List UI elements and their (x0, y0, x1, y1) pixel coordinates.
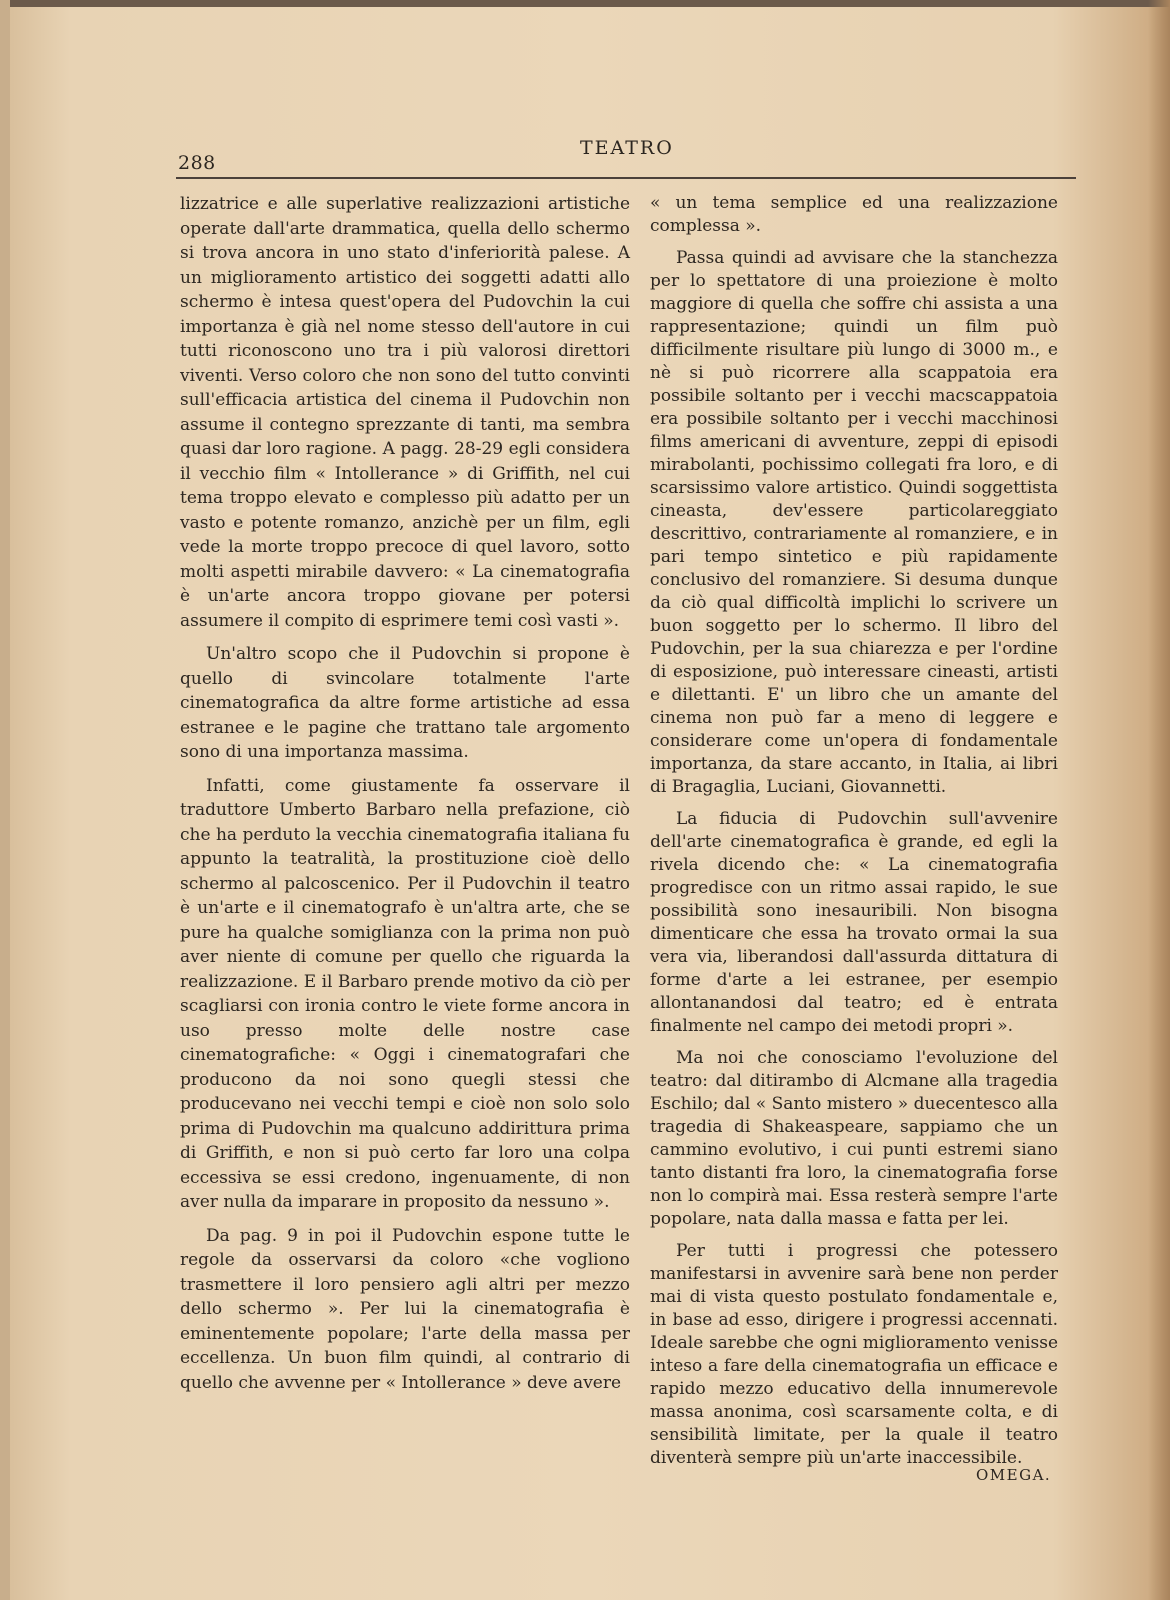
page-top-edge (0, 0, 1170, 7)
right-paragraph-3: La fiducia di Pudovchin sull'avvenire dell'arte cinematografica è grande, ed egli la rivela dicendo che: « La cinematografia progredisce con un ritmo assai rapido, le sue possibilità sono inesauribili. Non bisogna dimenticare che essa ha trovato ormai la sua vera via, liberandosi dall'assurda dittatura di forme d'arte a lei estranee, per esempio allontanandosi dal teatro; ed è entrata finalmente nel campo dei metodi propri ». (650, 809, 1058, 1036)
right-paragraph-4: Ma noi che conosciamo l'evoluzione del teatro: dal ditirambo di Alcmane alla tragedia Eschilo; dal « Santo mistero » duecentesco alla tragedia di Shakeaspeare, sappiamo che un cammino evolutivo, i cui punti estremi siano tanto distanti fra loro, la cinematografia forse non lo compirà mai. Essa resterà sempre l'arte popolare, nata dalla massa e fatta per lei. (650, 1048, 1058, 1229)
running-title: TEATRO (580, 137, 674, 159)
page-left-shadow (0, 0, 10, 1600)
page-number: 288 (178, 152, 216, 174)
page-right-shadow (1148, 0, 1170, 1600)
left-paragraph-4: Da pag. 9 in poi il Pudovchin espone tutte le regole da osservarsi da coloro «che vogliono trasmettere il loro pensiero agli altri per mezzo dello schermo ». Per lui la cinematografia è eminentemente popolare; l'arte della massa per eccellenza. Un buon film quindi, al contrario di quello che avvenne per « Intollerance » deve avere (180, 1225, 630, 1393)
left-paragraph-2: Un'altro scopo che il Pudovchin si propone è quello di svincolare totalmente l'arte cinematografica da altre forme artistiche ad essa estranee e le pagine che trattano tale argomento sono di una importanza massima. (180, 644, 630, 762)
author-signature: OMEGA. (976, 1466, 1052, 1484)
left-paragraph-3: Infatti, come giustamente fa osservare il traduttore Umberto Barbaro nella prefazione, ciò che ha perduto la vecchia cinematografia italiana fu appunto la teatralità, la prostituzione cioè dello schermo al palcoscenico. Per il Pudovchin il teatro è un'arte e il cinematografo è un'altra arte, che se pure ha qualche somiglianza con la prima non può aver niente di comune per quello che riguarda la realizzazione. E il Barbaro prende motivo da ciò per scagliarsi con ironia contro le viete forme ancora in uso presso molte delle nostre case cinematografiche: « Oggi i cinematografari che producono da noi sono quegli stessi che producevano nei vecchi tempi e cioè non solo solo prima di Pudovchin ma qualcuno addirittura prima di Griffith, e non si può certo far loro una colpa eccessiva se essi credono, ingenuamente, di non aver nulla da imparare in proposito da nessuno ». (180, 775, 630, 1212)
header-rule (176, 177, 1076, 179)
right-paragraph-5: Per tutti i progressi che potessero manifestarsi in avvenire sarà bene non perder mai di vista questo postulato fondamentale e, in base ad esso, dirigere i progressi accennati. Ideale sarebbe che ogni miglioramento venisse inteso a fare della cinematografia un efficace e rapido mezzo educativo della innumerevole massa anonima, così scarsamente colta, e di sensibilità limitate, per la quale il teatro diventerà sempre più un'arte inaccessibile. (650, 1241, 1058, 1468)
right-paragraph-2: Passa quindi ad avvisare che la stanchezza per lo spettatore di una proiezione è molto maggiore di quella che soffre chi assista a una rappresentazione; quindi un film può difficilmente risultare più lungo di 3000 m., e nè si può ricorrere alla scappatoia era possibile soltanto per i vecchi macscappatoia era possibile soltanto per i vecchi macchinosi films americani di avventure, zeppi di episodi mirabolanti, pochissimo collegati fra loro, e di scarsissimo valore artistico. Quindi soggettista cineasta, dev'essere particolareggiato descrittivo, contrariamente al romanziere, e in pari tempo sintetico e più rapidamente conclusivo del romanziere. Si desuma dunque da ciò qual difficoltà implichi lo scrivere un buon soggetto per lo schermo. Il libro del Pudovchin, per la sua chiarezza e per l'ordine di esposizione, può interessare cineasti, artisti e dilettanti. E' un libro che un amante del cinema non può far a meno di leggere e considerare come un'opera di fondamentale importanza, da stare accanto, in Italia, ai libri di Bragaglia, Luciani, Giovannetti. (650, 248, 1058, 797)
right-column (650, 192, 1058, 1479)
right-paragraph-1: « un tema semplice ed una realizzazione complessa ». (650, 193, 1058, 236)
left-paragraph-1: lizzatrice e alle superlative realizzazioni artistiche operate dall'arte drammatica, quella dello schermo si trova ancora in uno stato d'inferiorità palese. A un miglioramento artistico dei soggetti adatti allo schermo è intesa quest'opera del Pudovchin la cui importanza è già nel nome stesso dell'autore in cui tutti riconoscono uno tra i più valorosi direttori viventi. Verso coloro che non sono del tutto convinti sull'efficacia artistica del cinema il Pudovchin non assume il contegno sprezzante di tanti, ma sembra quasi dar loro ragione. A pagg. 28-29 egli considera il vecchio film « Intollerance » di Griffith, nel cui tema troppo elevato e complesso più adatto per un vasto e potente romanzo, anzichè per un film, egli vede la morte troppo precoce di quel lavoro, sotto molti aspetti mirabile davvero: « La cinematografia è un'arte ancora troppo giovane per potersi assumere il compito di esprimere temi così vasti ». (180, 194, 630, 631)
left-column (180, 192, 630, 1404)
